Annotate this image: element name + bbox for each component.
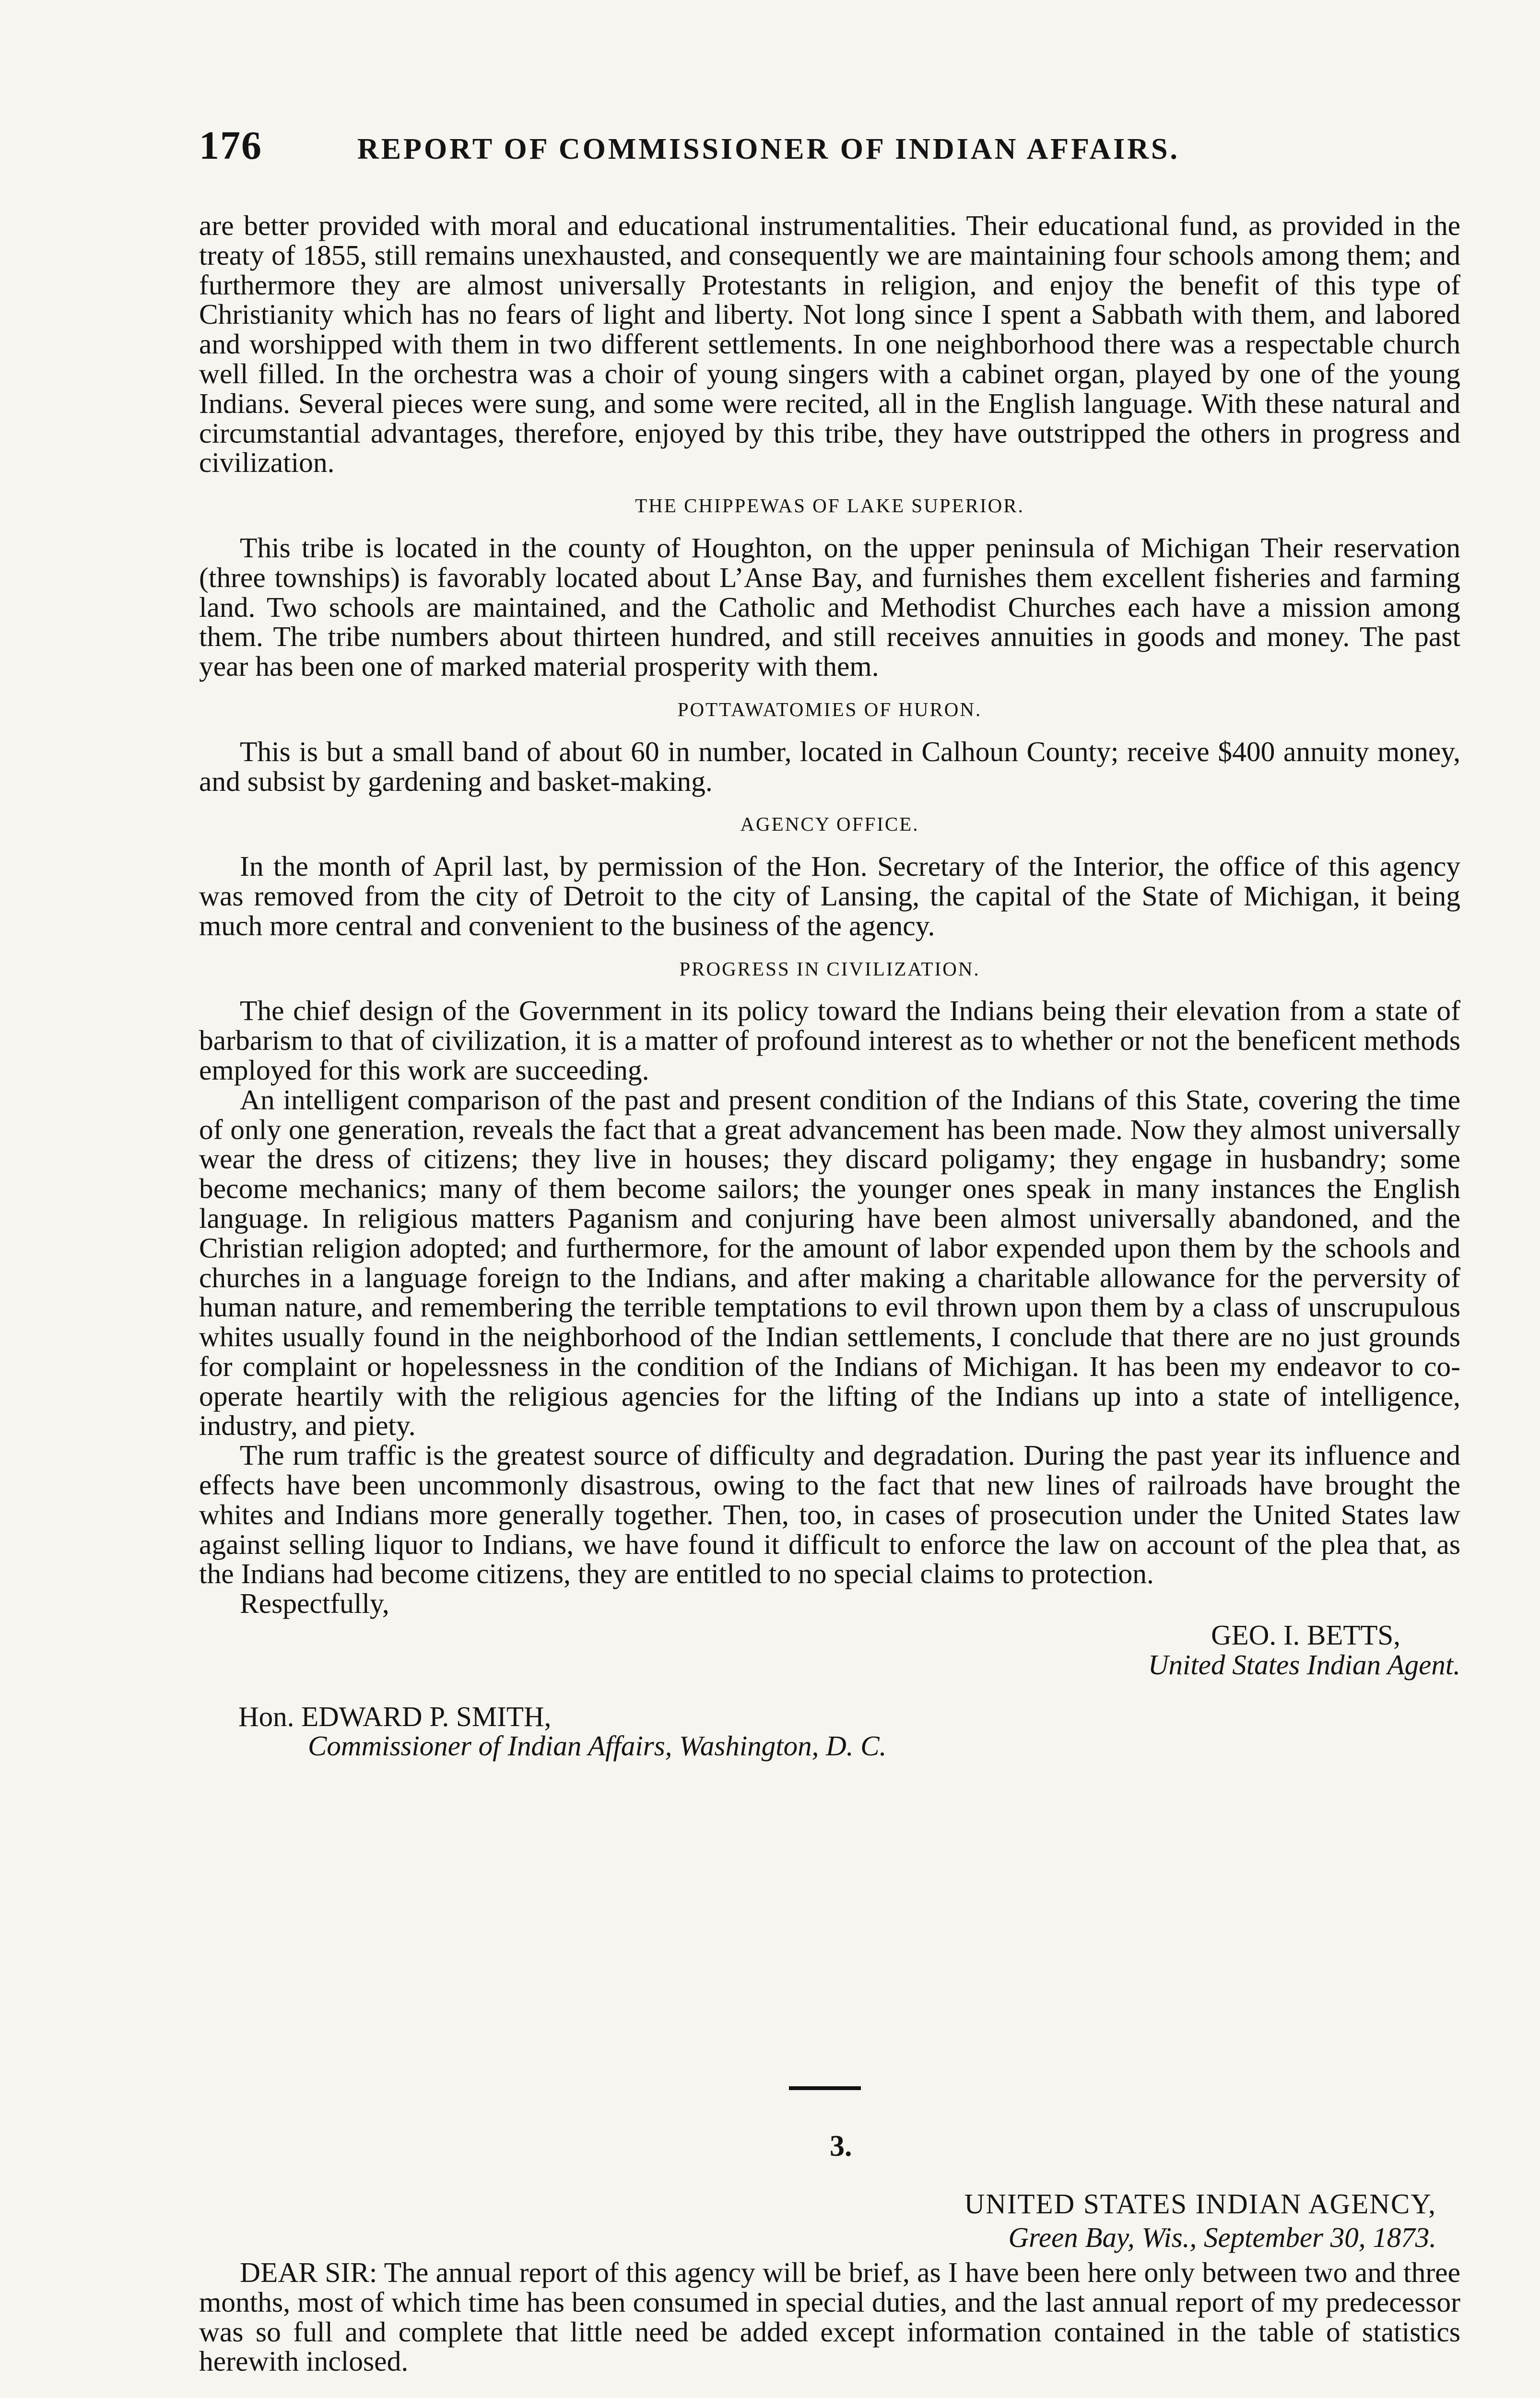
agency-office-paragraph: In the month of April last, by permission of the Hon. Secretary of the Interior, the office of this agency was removed from the city of Detroit to the city of Lansing, the capital of the State of Michigan, it being much more central and convenient to the business of the agency. <box>199 850 1460 941</box>
letter-text: The annual report of this agency will be brief, as I have been here only between two and three months, most of which time has been consumed in special duties, and the last annual report of my predecessor was so full and complete that little need be added except information contained in the table of statistics herewith inclosed. <box>199 2257 1460 2377</box>
letter-paragraph <box>199 2258 1460 2376</box>
section-heading-progress: PROGRESS IN CIVILIZATION. <box>679 957 980 980</box>
valediction: Respectfully, <box>240 1587 389 1620</box>
progress-paragraph-2: An intelligent comparison of the past and present condition of the Indians of this State, covering the time of only one generation, reveals the fact that a great advancement has been made. Now they almost universally wear the dress of citizens; they live in houses; they discard poligamy; they engage in husbandry; some become mechanics; many of them become sailors; the younger ones speak in many instances the English language. In religious matters Paganism and conjuring have been almost universally abandoned, and the Christian religion adopted; and furthermore, for the amount of labor expended upon them by the schools and churches in a language foreign to the Indians, and after making a charitable allowance for the perversity of human nature, and remembering the terrible temptations to evil thrown upon them by a class of unscrupulous whites usually found in the neighborhood of the Indian settlements, I conclude that there are no just grounds for complaint or hopelessness in the condition of the Indians of Michigan. It has been my endeavor to co-operate heartily with the religious agencies for the lifting of the Indians up into a state of intelligence, industry, and piety. <box>199 1083 1460 1442</box>
page-number: 176 <box>199 123 262 168</box>
section-heading-chippewas: THE CHIPPEWAS OF LAKE SUPERIOR. <box>635 494 1024 517</box>
progress-paragraph-3: The rum traffic is the greatest source of difficulty and degradation. During the past year its influence and effects have been uncommonly disastrous, owing to the fact that new lines of railroads have brought the whites and Indians more generally together. Then, too, in cases of prosecution under the United States law against selling liquor to Indians, we have found it difficult to enforce the law on account of the plea that, as the Indians had become citizens, they are entitled to no special claims to protection. <box>199 1439 1460 1590</box>
report-number: 3. <box>830 2130 852 2163</box>
addressee-name: Hon. EDWARD P. SMITH, <box>238 1700 552 1732</box>
addressee-block <box>199 1702 1460 1762</box>
progress-paragraph-1: The chief design of the Government in its policy toward the Indians being their elevation from a state of barbarism to that of civilization, it is a matter of profound interest as to whether or not the beneficent methods employed for this work are succeeding. <box>199 995 1460 1086</box>
signature-block <box>199 1621 1460 1680</box>
running-title: REPORT OF COMMISSIONER OF INDIAN AFFAIRS. <box>357 133 1180 165</box>
section-heading-agency-office: AGENCY OFFICE. <box>740 813 919 835</box>
section-heading-pottawatomies: POTTAWATOMIES OF HURON. <box>677 698 982 720</box>
addressee-title: Commissioner of Indian Affairs, Washington, D. C. <box>308 1730 887 1762</box>
signer-name: GEO. I. BETTS, <box>1211 1619 1400 1651</box>
report-body <box>199 211 1460 1761</box>
letter-body <box>199 2258 1460 2376</box>
page-header <box>199 122 1350 180</box>
letter-header <box>890 2187 1436 2254</box>
pottawatomies-paragraph: This is but a small band of about 60 in number, located in Calhoun County; receive $400 annuity money, and subsist by gardening and basket-making. <box>199 735 1460 797</box>
chippewas-paragraph: This tribe is located in the county of Houghton, on the upper peninsula of Michigan Their reservation (three townships) is favorably located about L’Anse Bay, and furnishes them excellent fisheries and farming land. Two schools are maintained, and the Catholic and Methodist Churches each have a mission among them. The tribe numbers about thirteen hundred, and still receives annuities in goods and money. The past year has been one of marked material prosperity with them. <box>199 531 1460 682</box>
intro-paragraph: are better provided with moral and educational instrumentalities. Their educational fund, as provided in the treaty of 1855, still remains unexhausted, and consequently we are maintaining four schools among them; and furthermore they are almost universally Protestants in religion, and enjoy the benefit of this type of Christianity which has no fears of light and liberty. Not long since I spent a Sabbath with them, and labored and worshipped with them in two different settlements. In one neighborhood there was a respectable church well filled. In the orchestra was a choir of young singers with a cabinet organ, played by one of the young Indians. Several pieces were sung, and some were recited, all in the English language. With these natural and circumstantial advantages, therefore, enjoyed by this tribe, they have outstripped the others in progress and civilization. <box>199 210 1460 479</box>
section-divider <box>789 2086 861 2090</box>
salutation: DEAR SIR: <box>240 2257 377 2288</box>
agency-place-date: Green Bay, Wis., September 30, 1873. <box>1008 2222 1436 2253</box>
agency-name: UNITED STATES INDIAN AGENCY, <box>964 2188 1436 2220</box>
signer-title: United States Indian Agent. <box>1148 1648 1460 1681</box>
